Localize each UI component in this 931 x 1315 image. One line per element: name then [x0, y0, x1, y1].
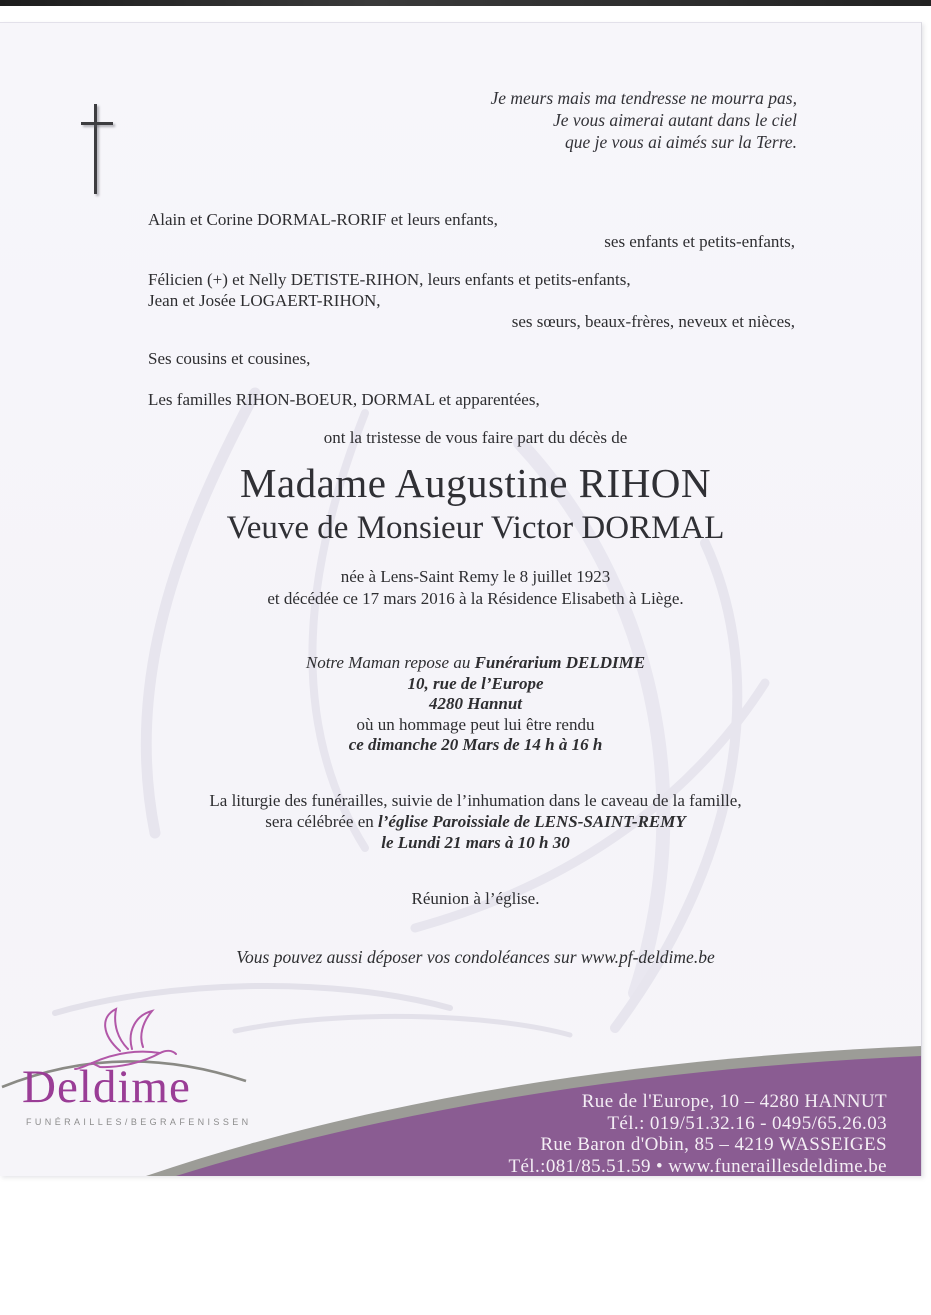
logo-tagline: FUNÉRAILLES/BEGRAFENISSEN — [26, 1117, 252, 1127]
condolences-line: Vous pouvez aussi déposer vos condoléances sur www.pf-deldime.be — [236, 947, 715, 967]
logo-wordmark: Deldime — [22, 1061, 191, 1113]
contact-address1: Rue de l'Europe, 10 – 4280 HANNUT — [581, 1091, 887, 1112]
announcement-page — [0, 22, 922, 1176]
family-line-detiste: Félicien (+) et Nelly DETISTE-RIHON, leurs enfants et petits-enfants, — [148, 270, 631, 289]
funerarium-name: Funérarium DELDIME — [474, 653, 646, 672]
deldime-logo — [14, 1003, 314, 1143]
visiting-hours: ce dimanche 20 Mars de 14 h à 16 h — [348, 735, 603, 754]
death-line: et décédée ce 17 mars 2016 à la Résidence Elisabeth à Liège. — [267, 589, 684, 608]
funerarium-address1: 10, rue de l’Europe — [407, 673, 544, 693]
homage-line: où un hommage peut lui être rendu — [356, 714, 595, 734]
epitaph-quote — [490, 87, 797, 153]
repose-intro-line — [30, 653, 921, 674]
family-line-cousins: Ses cousins et cousines, — [148, 349, 311, 368]
footer-contact-block — [508, 1091, 887, 1177]
contact-address2: Rue Baron d'Obin, 85 – 4219 WASSEIGES — [540, 1134, 887, 1155]
epitaph-line: Je vous aimerai autant dans le ciel — [553, 110, 797, 130]
contact-phone1: Tél.: 019/51.32.16 - 0495/65.26.03 — [607, 1112, 887, 1134]
liturgy-block — [30, 790, 921, 853]
family-line-children: Alain et Corine DORMAL-RORIF et leurs enfants, — [148, 210, 498, 229]
liturgy-line2 — [30, 811, 921, 832]
liturgy-line2-prefix: sera célébrée en — [265, 812, 379, 831]
family-line-families: Les familles RIHON-BOEUR, DORMAL et apparentées, — [148, 390, 540, 409]
contact-phone2: Tél.:081/85.51.59 • www.funeraillesdeldime.be — [508, 1155, 887, 1177]
family-line-logaert: Jean et Josée LOGAERT-RIHON, — [148, 291, 381, 310]
repose-block — [30, 653, 921, 756]
birth-line: née à Lens-Saint Remy le 8 juillet 1923 — [340, 567, 611, 586]
epitaph-line: Je meurs mais ma tendresse ne mourra pas, — [490, 88, 797, 108]
church-name: l’église Paroissiale de LENS-SAINT-REMY — [378, 812, 686, 831]
cross-icon — [78, 101, 124, 201]
family-line-sisters: ses sœurs, beaux-frères, neveux et nièces, — [511, 312, 795, 331]
meeting-line: Réunion à l’église. — [411, 889, 540, 908]
repose-intro: Notre Maman repose au — [305, 653, 475, 672]
epitaph-line: que je vous ai aimés sur la Terre. — [564, 132, 797, 152]
deceased-name: Madame Augustine RIHON — [239, 460, 712, 506]
scan-edge — [0, 0, 931, 6]
liturgy-datetime: le Lundi 21 mars à 10 h 30 — [381, 833, 570, 852]
deceased-subtitle: Veuve de Monsieur Victor DORMAL — [226, 510, 725, 546]
liturgy-line1: La liturgie des funérailles, suivie de l’inhumation dans le caveau de la famille, — [209, 791, 742, 810]
birth-death-block — [30, 566, 921, 610]
announcement-line: ont la tristesse de vous faire part du décès de — [323, 428, 628, 447]
funerarium-address2: 4280 Hannut — [428, 694, 523, 713]
family-line-grandchildren: ses enfants et petits-enfants, — [604, 232, 795, 251]
